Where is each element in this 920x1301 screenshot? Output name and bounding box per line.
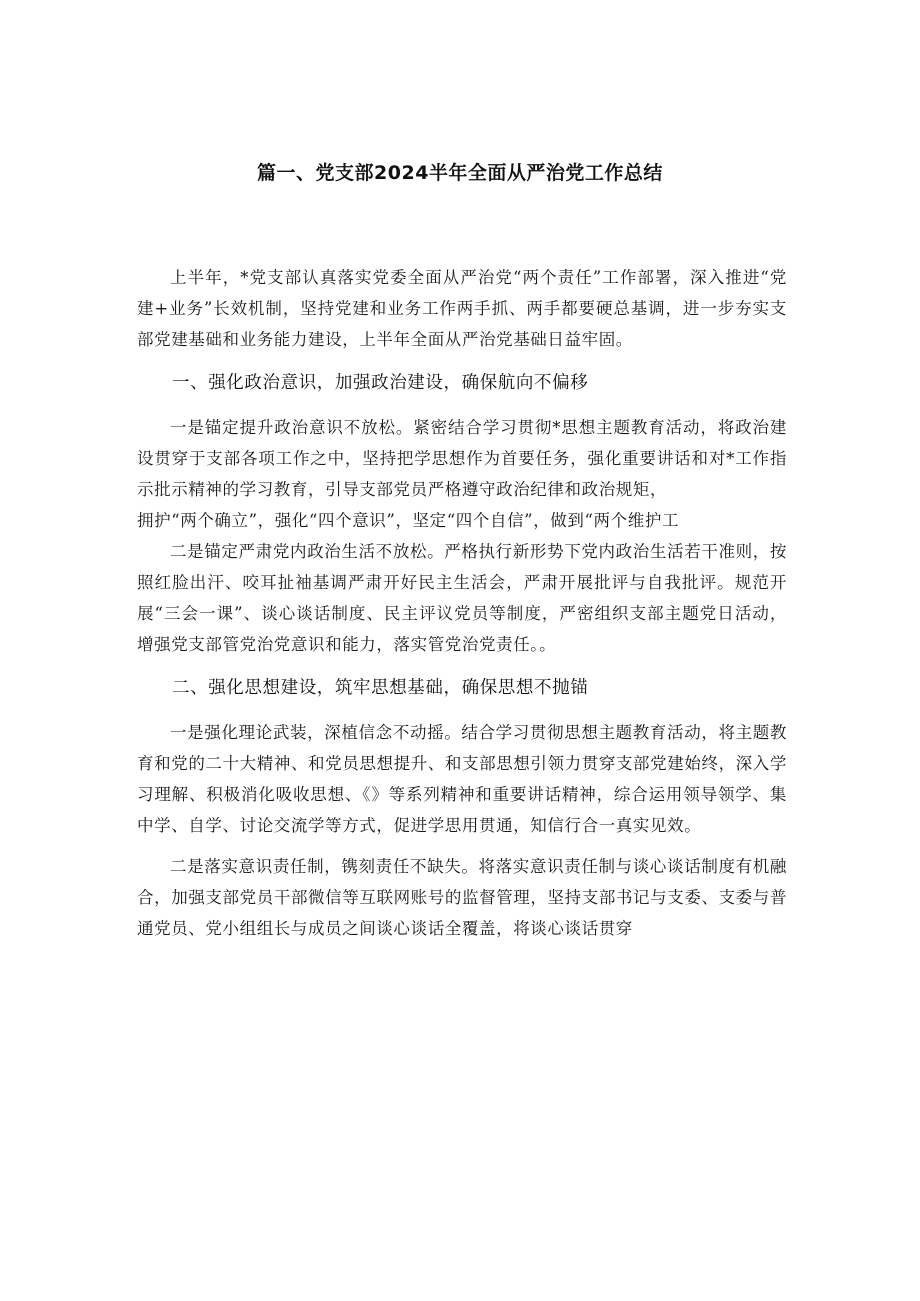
section2-paragraph-2: 二是落实意识责任制，镌刻责任不缺失。将落实意识责任制与谈心谈话制度有机融合，加强支部党员干部微信等互联网账号的监督管理，坚持支部书记与支委、支委与普通党员、党小组组长与成员之间谈心谈话全覆盖，将谈心谈话贯穿 <box>137 857 787 938</box>
section1-heading: 一、强化政治意识，加强政治建设，确保航向不偏移 <box>172 373 589 393</box>
section1-paragraph-1: 一是锚定提升政治意识不放松。紧密结合学习贯彻*思想主题教育活动，将政治建设贯穿于支部各项工作之中，坚持把学思想作为首要任务，强化重要讲话和对*工作指示批示精神的学习教育，引导支部党员严格遵守政治纪律和政治规矩， <box>137 418 787 499</box>
page-title: 篇一、党支部2024半年全面从严治党工作总结 <box>257 162 663 184</box>
section2-paragraph-1: 一是强化理论武装，深植信念不动摇。结合学习贯彻思想主题教育活动，将主题教育和党的二十大精神、和党员思想提升、和支部思想引领力贯穿支部党建始终，深入学习理解、积极消化吸收思想、《》等系列精神和重要讲话精神，综合运用领导领学、集中学、自学、讨论交流学等方式，促进学思用贯通，知信行合一真实见效。 <box>137 723 787 835</box>
intro-paragraph: 上半年，*党支部认真落实党委全面从严治党“两个责任”工作部署，深入推进“党建+业务”长效机制，坚持党建和业务工作两手抓、两手都要硬总基调，进一步夯实支部党建基础和业务能力建设，上半年全面从严治党基础日益牢固。 <box>137 268 787 349</box>
section1-paragraph-2: 二是锚定严肃党内政治生活不放松。严格执行新形势下党内政治生活若干准则，按照红脸出汗、咬耳扯袖基调严肃开好民主生活会，严肃开展批评与自我批评。规范开展“三会一课”、谈心谈话制度、民主评议党员等制度，严密组织支部主题党日活动，增强党支部管党治党意识和能力，落实管党治党责任。。 <box>137 542 787 654</box>
document-body <box>137 262 787 944</box>
section1-paragraph-1-last-line: 拥护“两个确立”，强化“四个意识”，坚定“四个自信”，做到“两个维护工 <box>137 511 680 530</box>
section2-heading: 二、强化思想建设，筑牢思想基础，确保思想不抛锚 <box>172 678 589 698</box>
